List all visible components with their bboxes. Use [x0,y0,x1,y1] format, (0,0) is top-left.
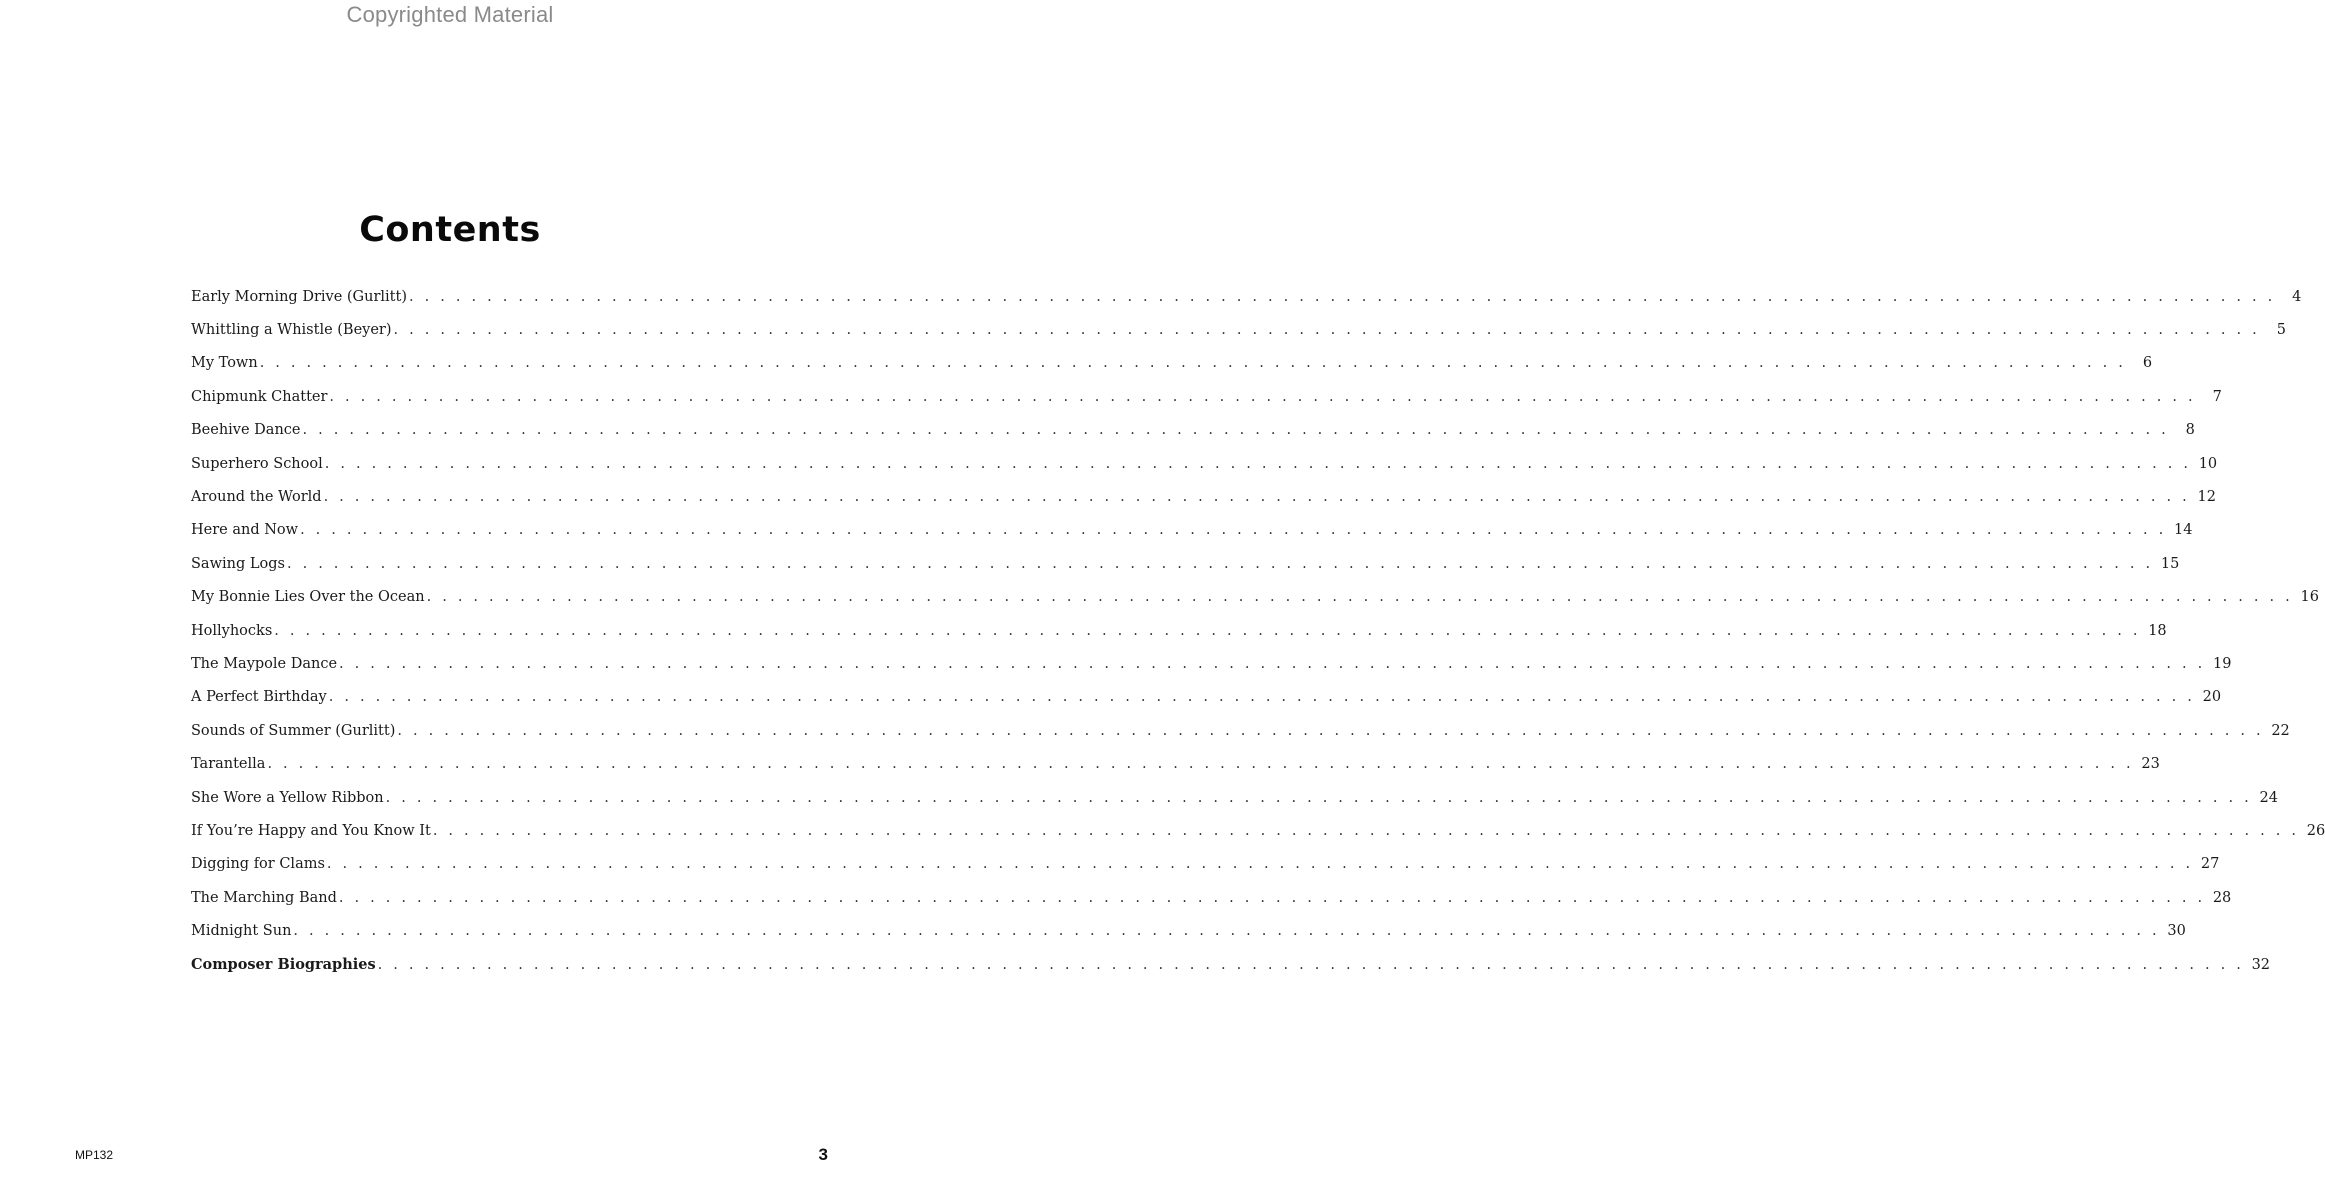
toc-entry-title: Midnight Sun [191,923,292,940]
toc-entry-page: 20 [2202,689,2222,706]
toc-entry [191,848,2220,881]
toc-entry-page: 10 [2198,455,2218,472]
toc-entry-title: If You’re Happy and You Know It [191,822,431,839]
dot-leader: . . . . . . . . . . . . . . . . . . . . . . . . . . . . . . . . . . . . . . . . . . . . . . . . . . . . . . . . . . . . . . . . . . . . . . . . . . . . . . . . . . . . . . . . . . . . . . . . . . . . . . . . . . . . . . . . . . . . . . . . [323,489,2190,506]
toc-entry-page: 23 [2141,756,2160,773]
toc-entry-page: 19 [2212,655,2232,672]
dot-leader: . . . . . . . . . . . . . . . . . . . . . . . . . . . . . . . . . . . . . . . . . . . . . . . . . . . . . . . . . . . . . . . . . . . . . . . . . . . . . . . . . . . . . . . . . . . . . . . . . . . . . . . . . . . . . . . . . . . . . . . . [409,288,2276,305]
dot-leader: . . . . . . . . . . . . . . . . . . . . . . . . . . . . . . . . . . . . . . . . . . . . . . . . . . . . . . . . . . . . . . . . . . . . . . . . . . . . . . . . . . . . . . . . . . . . . . . . . . . . . . . . . . . . . . . . . . . . . . . . [397,722,2264,739]
toc-entry [191,313,2286,346]
toc-entry [191,347,2153,380]
toc-entry [191,380,2222,413]
toc-entry-page: 4 [2292,288,2302,305]
toc-entry-title: Around the World [191,489,322,506]
table-of-contents [191,280,2325,981]
toc-entry-page: 32 [2251,956,2271,973]
page-number: 3 [818,1145,828,1164]
toc-entry-title: Chipmunk Chatter [191,388,328,405]
toc-entry-page: 22 [2271,722,2290,739]
dot-leader: . . . . . . . . . . . . . . . . . . . . . . . . . . . . . . . . . . . . . . . . . . . . . . . . . . . . . . . . . . . . . . . . . . . . . . . . . . . . . . . . . . . . . . . . . . . . . . . . . . . . . . . . . . . . . . . . . . . . . . . . [377,956,2245,973]
toc-entry-page: 6 [2142,355,2153,372]
toc-entry-page: 14 [2174,522,2193,539]
toc-entry [191,280,2302,313]
toc-entry-title: She Wore a Yellow Ribbon [191,789,384,806]
dot-leader: . . . . . . . . . . . . . . . . . . . . . . . . . . . . . . . . . . . . . . . . . . . . . . . . . . . . . . . . . . . . . . . . . . . . . . . . . . . . . . . . . . . . . . . . . . . . . . . . . . . . . . . . . . . . . . . . . . . . . . . . [432,822,2300,839]
toc-entry [191,514,2193,547]
dot-leader: . . . . . . . . . . . . . . . . . . . . . . . . . . . . . . . . . . . . . . . . . . . . . . . . . . . . . . . . . . . . . . . . . . . . . . . . . . . . . . . . . . . . . . . . . . . . . . . . . . . . . . . . . . . . . . . . . . . . . . . . [385,789,2252,806]
dot-leader: . . . . . . . . . . . . . . . . . . . . . . . . . . . . . . . . . . . . . . . . . . . . . . . . . . . . . . . . . . . . . . . . . . . . . . . . . . . . . . . . . . . . . . . . . . . . . . . . . . . . . . . . . . . . . . . . . . . . . . . . [324,455,2192,472]
toc-entry [191,881,2232,914]
toc-entry-title: Early Morning Drive (Gurlitt) [191,288,407,305]
toc-entry-title: A Perfect Birthday [191,689,327,706]
toc-entry-page: 28 [2212,889,2232,906]
toc-entry [191,614,2167,647]
dot-leader: . . . . . . . . . . . . . . . . . . . . . . . . . . . . . . . . . . . . . . . . . . . . . . . . . . . . . . . . . . . . . . . . . . . . . . . . . . . . . . . . . . . . . . . . . . . . . . . . . . . . . . . . . . . . . . . . . . . . . . . . [328,689,2196,706]
toc-entry-page: 15 [2160,555,2180,572]
dot-leader: . . . . . . . . . . . . . . . . . . . . . . . . . . . . . . . . . . . . . . . . . . . . . . . . . . . . . . . . . . . . . . . . . . . . . . . . . . . . . . . . . . . . . . . . . . . . . . . . . . . . . . . . . . . . . . . . . . . . . . . . [267,756,2134,773]
toc-entry [191,914,2186,947]
toc-entry-title: Tarantella [191,756,266,773]
toc-entry [191,948,2271,981]
dot-leader: . . . . . . . . . . . . . . . . . . . . . . . . . . . . . . . . . . . . . . . . . . . . . . . . . . . . . . . . . . . . . . . . . . . . . . . . . . . . . . . . . . . . . . . . . . . . . . . . . . . . . . . . . . . . . . . . . . . . . . . . [302,422,2169,439]
toc-entry [191,480,2216,513]
toc-entry-title: Sawing Logs [191,555,285,572]
toc-entry-page: 24 [2259,789,2278,806]
toc-entry-title: Beehive Dance [191,422,301,439]
toc-entry [191,814,2325,847]
toc-entry-page: 18 [2148,622,2167,639]
toc-entry-page: 7 [2212,388,2222,405]
dot-leader: . . . . . . . . . . . . . . . . . . . . . . . . . . . . . . . . . . . . . . . . . . . . . . . . . . . . . . . . . . . . . . . . . . . . . . . . . . . . . . . . . . . . . . . . . . . . . . . . . . . . . . . . . . . . . . . . . . . . . . . . [300,522,2167,539]
toc-entry-page: 16 [2300,589,2319,606]
catalog-code: MP132 [75,1148,114,1162]
dot-leader: . . . . . . . . . . . . . . . . . . . . . . . . . . . . . . . . . . . . . . . . . . . . . . . . . . . . . . . . . . . . . . . . . . . . . . . . . . . . . . . . . . . . . . . . . . . . . . . . . . . . . . . . . . . . . . . . . . . . . . . . [293,923,2160,940]
dot-leader: . . . . . . . . . . . . . . . . . . . . . . . . . . . . . . . . . . . . . . . . . . . . . . . . . . . . . . . . . . . . . . . . . . . . . . . . . . . . . . . . . . . . . . . . . . . . . . . . . . . . . . . . . . . . . . . . . . . . . . . . [326,856,2194,873]
toc-entry-title: Digging for Clams [191,856,325,873]
toc-entry [191,681,2222,714]
toc-entry [191,447,2218,480]
toc-entry [191,714,2290,747]
dot-leader: . . . . . . . . . . . . . . . . . . . . . . . . . . . . . . . . . . . . . . . . . . . . . . . . . . . . . . . . . . . . . . . . . . . . . . . . . . . . . . . . . . . . . . . . . . . . . . . . . . . . . . . . . . . . . . . . . . . . . . . . [393,322,2260,339]
toc-entry [191,414,2195,447]
toc-entry-title: My Town [191,355,258,372]
toc-entry-title: Composer Biographies [191,956,376,973]
toc-entry [191,781,2278,814]
dot-leader: . . . . . . . . . . . . . . . . . . . . . . . . . . . . . . . . . . . . . . . . . . . . . . . . . . . . . . . . . . . . . . . . . . . . . . . . . . . . . . . . . . . . . . . . . . . . . . . . . . . . . . . . . . . . . . . . . . . . . . . . [329,388,2196,405]
copyright-watermark: Copyrighted Material [346,2,554,27]
toc-entry-title: My Bonnie Lies Over the Ocean [191,589,425,606]
toc-entry-page: 27 [2200,856,2220,873]
dot-leader: . . . . . . . . . . . . . . . . . . . . . . . . . . . . . . . . . . . . . . . . . . . . . . . . . . . . . . . . . . . . . . . . . . . . . . . . . . . . . . . . . . . . . . . . . . . . . . . . . . . . . . . . . . . . . . . . . . . . . . . . [426,589,2293,606]
dot-leader: . . . . . . . . . . . . . . . . . . . . . . . . . . . . . . . . . . . . . . . . . . . . . . . . . . . . . . . . . . . . . . . . . . . . . . . . . . . . . . . . . . . . . . . . . . . . . . . . . . . . . . . . . . . . . . . . . . . . . . . . [259,355,2127,372]
toc-entry [191,647,2232,680]
toc-entry-title: Superhero School [191,455,323,472]
toc-entry-title: The Marching Band [191,889,337,906]
dot-leader: . . . . . . . . . . . . . . . . . . . . . . . . . . . . . . . . . . . . . . . . . . . . . . . . . . . . . . . . . . . . . . . . . . . . . . . . . . . . . . . . . . . . . . . . . . . . . . . . . . . . . . . . . . . . . . . . . . . . . . . . [339,655,2206,672]
toc-entry [191,747,2160,780]
toc-entry-page: 26 [2306,822,2325,839]
toc-entry [191,581,2319,614]
toc-entry-title: Sounds of Summer (Gurlitt) [191,722,396,739]
toc-entry-title: Hollyhocks [191,622,273,639]
toc-entry-page: 5 [2276,322,2286,339]
dot-leader: . . . . . . . . . . . . . . . . . . . . . . . . . . . . . . . . . . . . . . . . . . . . . . . . . . . . . . . . . . . . . . . . . . . . . . . . . . . . . . . . . . . . . . . . . . . . . . . . . . . . . . . . . . . . . . . . . . . . . . . . [274,622,2141,639]
toc-entry-title: Whittling a Whistle (Beyer) [191,322,392,339]
toc-entry-title: The Maypole Dance [191,655,338,672]
dot-leader: . . . . . . . . . . . . . . . . . . . . . . . . . . . . . . . . . . . . . . . . . . . . . . . . . . . . . . . . . . . . . . . . . . . . . . . . . . . . . . . . . . . . . . . . . . . . . . . . . . . . . . . . . . . . . . . . . . . . . . . . [286,555,2154,572]
toc-entry-page: 30 [2167,923,2186,940]
toc-entry [191,547,2180,580]
dot-leader: . . . . . . . . . . . . . . . . . . . . . . . . . . . . . . . . . . . . . . . . . . . . . . . . . . . . . . . . . . . . . . . . . . . . . . . . . . . . . . . . . . . . . . . . . . . . . . . . . . . . . . . . . . . . . . . . . . . . . . . . [338,889,2206,906]
toc-entry-page: 12 [2197,489,2216,506]
page-title: Contents [359,210,541,250]
toc-entry-title: Here and Now [191,522,299,539]
toc-entry-page: 8 [2185,422,2195,439]
